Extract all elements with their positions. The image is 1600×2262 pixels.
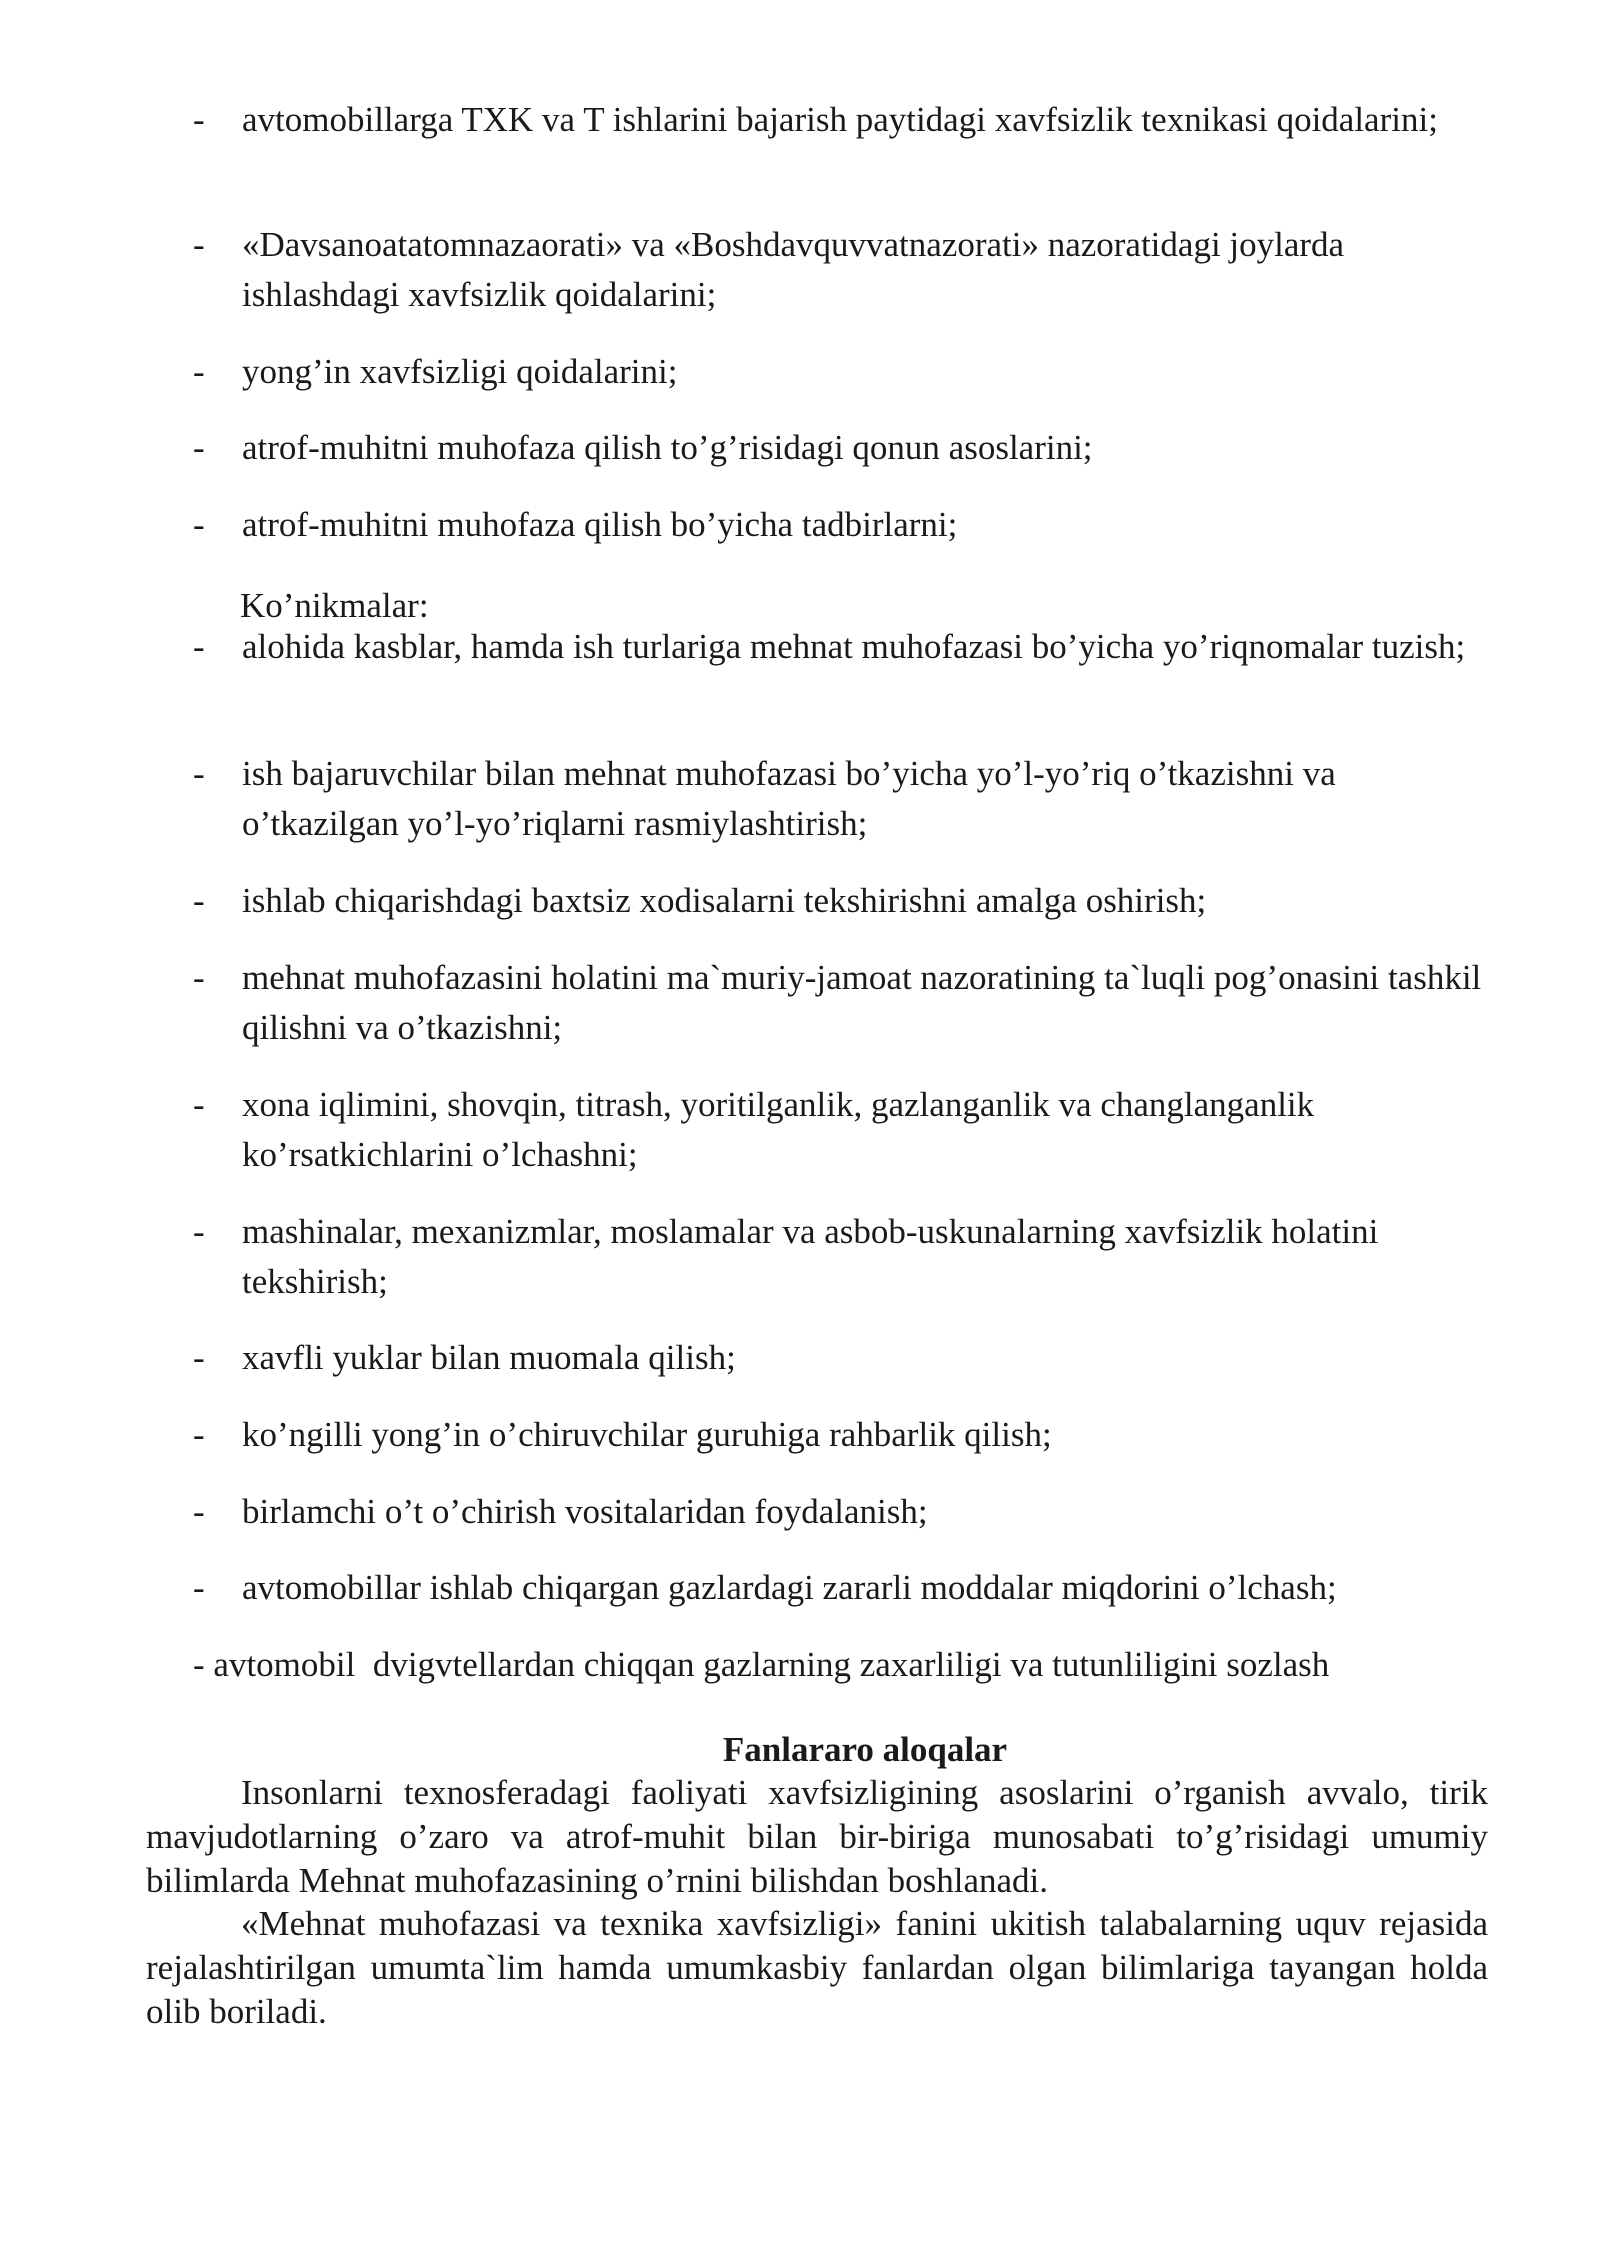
- list-dash: -: [193, 505, 205, 544]
- list-item-text: ishlab chiqarishdagi baxtsiz xodisalarni tekshirishni amalga oshirish;: [242, 881, 1207, 920]
- list-dash: -: [193, 1212, 205, 1251]
- list-dash: -: [193, 881, 205, 920]
- list-item-text: xavfli yuklar bilan muomala qilish;: [242, 1338, 736, 1377]
- list-item-text: avtomobillar ishlab chiqargan gazlardagi zararli moddalar miqdorini o’lchash;: [242, 1568, 1337, 1607]
- paragraph: Insonlarni texnosferadagi faoliyati xavfsizligining asoslarini o’rganish avvalo, tirik mavjudotlarning o’zaro va atrof-muhit bilan bir-biriga munosabati to’g’risidagi umumiy bilimlarda Mehnat muhofazasining o’rnini bilishdan boshlanadi.: [146, 1773, 1488, 1900]
- list-dash: -: [193, 1415, 205, 1454]
- list-dash: -: [193, 225, 205, 264]
- list-dash: -: [193, 1568, 205, 1607]
- list-item-text: «Davsanoatatomnazaorati» va «Boshdavquvvatnazorati» nazoratidagi joylarda ishlashdagi xavfsizlik qoidalarini;: [242, 225, 1345, 314]
- list-item-text: atrof-muhitni muhofaza qilish bo’yicha tadbirlarni;: [242, 505, 958, 544]
- list-dash: -: [193, 428, 205, 467]
- list-dash: -: [193, 754, 205, 793]
- section-title: Fanlararo aloqalar: [722, 1730, 1008, 1769]
- list-item-text: xona iqlimini, shovqin, titrash, yoritilganlik, gazlanganlik va changlanganlik ko’rsatkichlarini o’lchashni;: [242, 1085, 1315, 1174]
- list-item-text: yong’in xavfsizligi qoidalarini;: [242, 352, 678, 391]
- list-item-text: atrof-muhitni muhofaza qilish to’g’risidagi qonun asoslarini;: [242, 428, 1093, 467]
- last-skill-line: - avtomobil dvigvtellardan chiqqan gazlarning zaxarliligi va tutunliligini sozlash: [193, 1645, 1330, 1684]
- list-dash: -: [193, 1085, 205, 1124]
- list-item-text: ko’ngilli yong’in o’chiruvchilar guruhiga rahbarlik qilish;: [242, 1415, 1052, 1454]
- list-item-text: avtomobillarga TXK va T ishlarini bajarish paytidagi xavfsizlik texnikasi qoidalarini;: [242, 100, 1438, 139]
- list-item-text: birlamchi o’t o’chirish vositalaridan foydalanish;: [242, 1492, 928, 1531]
- list-dash: -: [193, 958, 205, 997]
- list-dash: -: [193, 352, 205, 391]
- list-dash: -: [193, 1338, 205, 1377]
- skills-heading: Ko’nikmalar:: [240, 586, 429, 625]
- paragraph: «Mehnat muhofazasi va texnika xavfsizligi» fanini ukitish talabalarning uquv rejasida rejalashtirilgan umumta`lim hamda umumkasbiy fanlardan olgan bilimlariga tayangan holda olib boriladi.: [146, 1904, 1488, 2031]
- list-item-text: alohida kasblar, hamda ish turlariga mehnat muhofazasi bo’yicha yo’riqnomalar tuzish;: [242, 627, 1466, 666]
- list-dash: -: [193, 100, 205, 139]
- list-dash: -: [193, 1492, 205, 1531]
- list-dash: -: [193, 627, 205, 666]
- list-item-text: mashinalar, mexanizmlar, moslamalar va asbob-uskunalarning xavfsizlik holatini tekshirish;: [242, 1212, 1379, 1301]
- list-item-text: ish bajaruvchilar bilan mehnat muhofazasi bo’yicha yo’l-yo’riq o’tkazishni va o’tkazilgan yo’l-yo’riqlarni rasmiylashtirish;: [242, 754, 1336, 843]
- list-item-text: mehnat muhofazasini holatini ma`muriy-jamoat nazoratining ta`luqli pog’onasini tashkil qilishni va o’tkazishni;: [242, 958, 1482, 1047]
